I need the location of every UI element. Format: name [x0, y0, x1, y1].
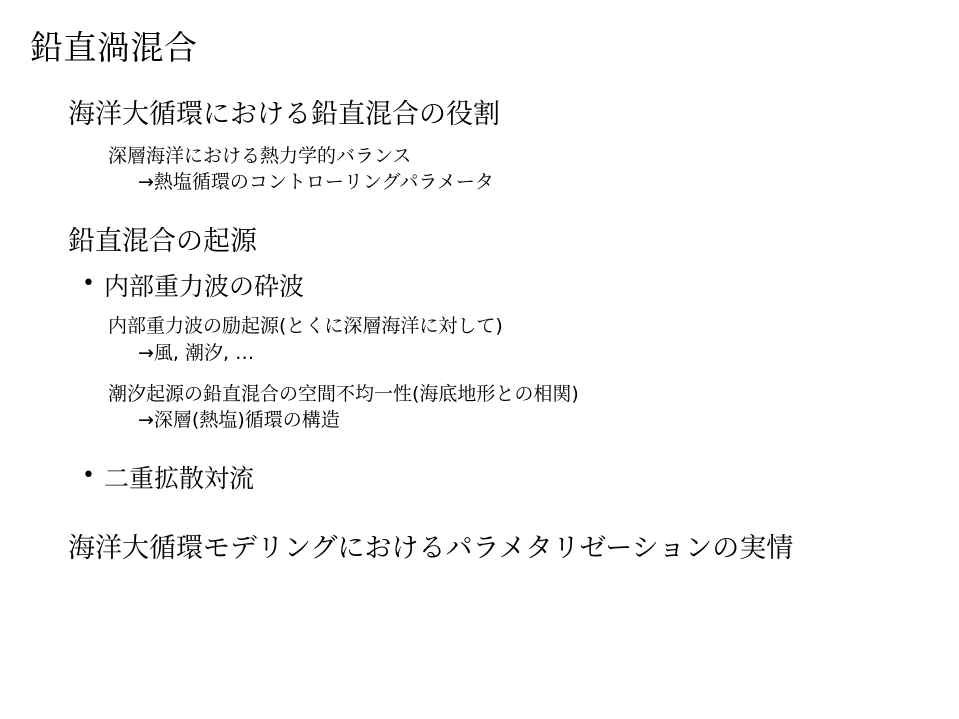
bullet-label: 二重拡散対流 — [104, 463, 255, 493]
spacer — [68, 263, 948, 271]
spacer — [68, 368, 948, 382]
spacer — [68, 498, 948, 532]
origin-line-1: 内部重力波の励起源(とくに深層海洋に対して) — [108, 315, 503, 338]
origin-line-4: →深層(熱塩)循環の構造 — [138, 409, 340, 432]
spacer — [68, 197, 948, 225]
spacer — [68, 435, 948, 463]
slide-body — [68, 98, 948, 570]
section-heading-role: 海洋大循環における鉛直混合の役割 — [68, 99, 500, 130]
bullet-double-diffusive-convection — [68, 463, 948, 494]
bullet-dot-icon: • — [82, 462, 95, 488]
bullet-internal-wave-breaking — [68, 271, 948, 302]
page-title: 鉛直渦混合 — [30, 28, 198, 67]
origin-line-2: →風, 潮汐, … — [138, 341, 255, 364]
spacer — [68, 306, 948, 314]
origin-line-3: 潮汐起源の鉛直混合の空間不均一性(海底地形との相関) — [108, 382, 579, 405]
role-line-2: →熱塩循環のコントローリングパラメータ — [138, 171, 494, 194]
section-heading-parameterization: 海洋大循環モデリングにおけるパラメタリゼーションの実情 — [68, 533, 794, 565]
bullet-dot-icon: • — [82, 270, 95, 296]
bullet-label: 内部重力波の砕波 — [104, 271, 305, 301]
role-line-1: 深層海洋における熱力学的バランス — [108, 144, 412, 167]
section-heading-origin: 鉛直混合の起源 — [68, 226, 257, 258]
spacer — [68, 136, 948, 144]
